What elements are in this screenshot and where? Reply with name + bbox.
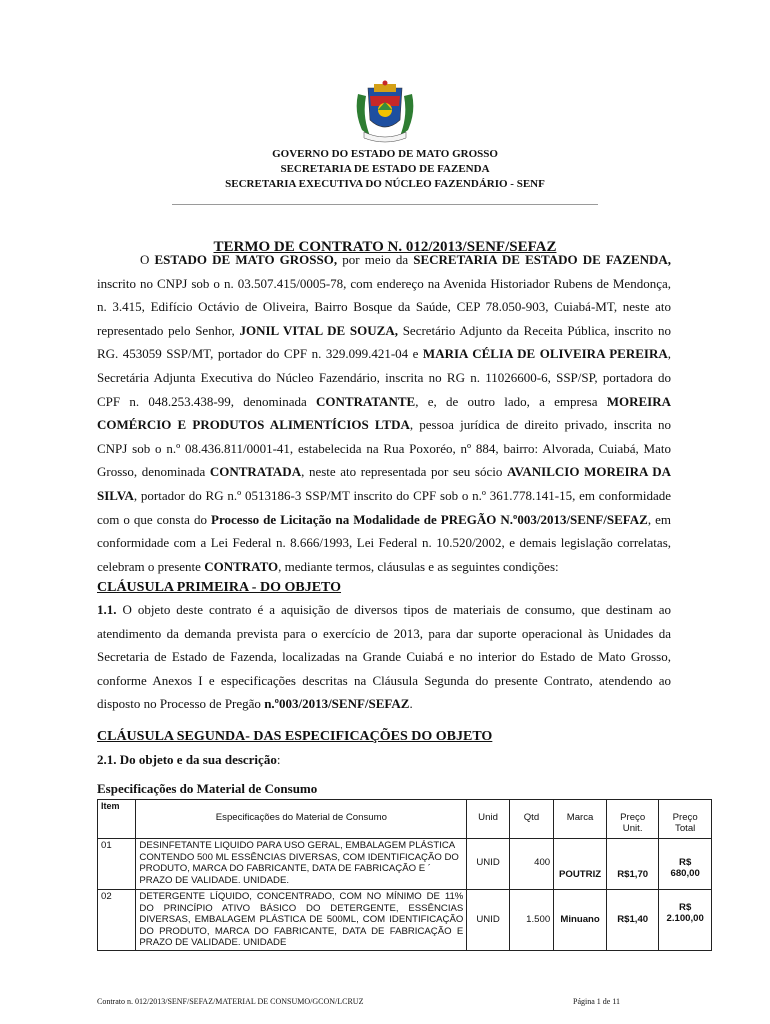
row-total-value: 680,00: [670, 868, 700, 879]
clause2-heading: CLÁUSULA SEGUNDA- DAS ESPECIFICAÇÕES DO OBJETO: [97, 729, 493, 744]
header-spec: Especificações do Material de Consumo: [136, 800, 467, 839]
header-executive-secretariat: SECRETARIA EXECUTIVA DO NÚCLEO FAZENDÁRIO - SENF: [225, 178, 545, 190]
table-header-row: [98, 800, 712, 839]
header-marca: Marca: [554, 800, 607, 839]
row-item: 01: [98, 839, 136, 890]
text-run: , em conformidade com a Lei Federal n. 8.666/1993, Lei Federal n. 10.520/2002, e demais legislação correlatas, celebram o presente: [97, 511, 672, 574]
header-unid: Unid: [467, 800, 509, 839]
bold-text-run: Processo de Licitação na Modalidade de PREGÃO N.º003/2013/SENF/SEFAZ: [211, 511, 648, 527]
footer-page-number: Página 1 de 11: [573, 997, 621, 1006]
header-divider: [172, 204, 598, 205]
header-preco-total-line2: Total: [675, 823, 696, 834]
bold-text-run: CONTRATANTE: [316, 393, 416, 409]
row-qtd: 1.500: [509, 890, 553, 951]
header-preco-unit-line1: Preço: [620, 812, 646, 823]
header-preco-total: [659, 800, 712, 839]
bold-text-run: n.º003/2013/SENF/SEFAZ: [264, 696, 410, 712]
text-run: , portador do RG n.º 0513186-3 SSP/MT inscrito do CPF sob o n.º 361.778.141-15, em conformidade com o que consta do: [97, 487, 671, 527]
text-run: , Secretária Adjunta Executiva do Núcleo Fazendário, inscrita no RG n. 11026600-6, SSP/SP, portadora do CPF n. 048.253.438-99, denominada: [97, 346, 671, 409]
text-run: O: [140, 252, 155, 267]
row-total-value: 2.100,00: [666, 913, 704, 924]
row-marca: POUTRIZ: [554, 839, 607, 890]
bold-text-run: 1.1.: [97, 602, 117, 617]
text-run: O objeto deste contrato é a aquisição de diversos tipos de materiais de consumo, que destinam ao atendimento da demanda prevista para o exercício de 2013, para dar suporte operacional às Unidades da Secretaria de Estado de Fazenda, localizadas na Grande Cuiabá e no interior do Estado de Mato Grosso, conforme Anexos I e especificações descritas na Cláusula Segunda do presente Contrato, atendendo ao disposto no Processo de Pregão: [97, 602, 671, 712]
text-run: , pessoa jurídica de direito privado, inscrita no CNPJ sob o n.º 08.436.811/0001-41, estabelecida na Rua Poxoréo, nº 884, bairro: Alvorada, Cuiabá, Mato Grosso, denominada: [97, 417, 671, 480]
text-run: , neste ato representada por seu sócio: [301, 464, 507, 480]
text-run: inscrito no CNPJ sob o n. 03.507.415/0005-78, com endereço na Avenida Historiador Rubens de Mendonça, n. 3.415, Edifício Octávio de Oliveira, Bairro Bosque da Saúde, CEP 78.050-903, Cuiabá-MT, neste ato representado pelo Senhor,: [97, 275, 671, 338]
row-total-currency: R$: [679, 857, 692, 868]
footer-document-ref: Contrato n. 012/2013/SENF/SEFAZ/MATERIAL DE CONSUMO/GCON/LCRUZ: [97, 997, 364, 1006]
intro-paragraph: [97, 248, 671, 578]
header-preco-unit: [606, 800, 658, 839]
header-government: GOVERNO DO ESTADO DE MATO GROSSO: [272, 148, 498, 160]
text-run: , e, de outro lado, a empresa: [415, 393, 607, 409]
row-unid: UNID: [467, 839, 509, 890]
row-total-price: [659, 839, 712, 890]
row-spec: DETERGENTE LÍQUIDO, CONCENTRADO, COM NO MÍNIMO DE 11% DO PRINCÍPIO ATIVO BÁSICO DO DETERGENTE, ESSÊNCIAS DIVERSAS, EMBALAGEM PLÁSTICA DE 500ML, COM IDENTIFICAÇÃO DO PRODUTO, MARCA DO FABRICANTE, DATA DE FABRICAÇÃO E PRAZO DE VALIDADE. UNIDADE: [136, 890, 467, 951]
row-item: 02: [98, 890, 136, 951]
clause2-subheading-label: 2.1. Do objeto e da sua descrição: [97, 752, 277, 767]
header-item: Item: [98, 800, 136, 839]
table-caption: Especificações do Material de Consumo: [97, 781, 318, 796]
bold-text-run: CONTRATADA: [209, 464, 302, 480]
text-run: , mediante termos, cláusulas e as seguintes condições:: [278, 558, 559, 574]
table-row: [98, 890, 712, 951]
text-run: por meio da: [337, 252, 414, 267]
header-secretariat: SECRETARIA DE ESTADO DE FAZENDA: [280, 163, 490, 175]
clause2-subheading: [97, 752, 280, 768]
bold-text-run: MOREIRA COMÉRCIO E PRODUTOS ALIMENTÍCIOS LTDA: [97, 393, 671, 433]
row-qtd: 400: [509, 839, 553, 890]
bold-text-run: CONTRATO: [204, 558, 279, 574]
row-spec: DESINFETANTE LIQUIDO PARA USO GERAL, EMBALAGEM PLÁSTICA CONTENDO 500 ML ESSÊNCIAS DIVERSAS, COM IDENTIFICAÇÃO DO PRODUTO, MARCA DO FABRICANTE, DATA DE FABRICAÇÃO E ´ PRAZO DE VALIDADE. UNIDADE.: [136, 839, 467, 890]
row-unit-price: R$1,40: [606, 890, 658, 951]
header-preco-total-line1: Preço: [672, 812, 698, 823]
header-qtd: Qtd: [509, 800, 553, 839]
row-marca: Minuano: [554, 890, 607, 951]
contract-title: TERMO DE CONTRATO N. 012/2013/SENF/SEFAZ: [213, 239, 557, 255]
bold-text-run: ESTADO DE MATO GROSSO,: [154, 252, 338, 267]
clause2-subheading-colon: :: [276, 752, 281, 767]
bold-text-run: AVANILCIO MOREIRA DA SILVA: [97, 464, 672, 503]
header-preco-unit-line2: Unit.: [622, 823, 643, 834]
text-run: Secretário Adjunto da Receita Pública, inscrito no RG. 453059 SSP/MT, portador do CPF n. 329.099.421-04 e: [97, 322, 671, 362]
row-total-currency: R$: [679, 902, 692, 913]
material-spec-table: [97, 799, 712, 951]
bold-text-run: SECRETARIA DE ESTADO DE FAZENDA,: [413, 252, 672, 267]
clause1-body: [97, 598, 671, 716]
row-unit-price: R$1,70: [606, 839, 658, 890]
row-unid: UNID: [467, 890, 509, 951]
bold-text-run: JONIL VITAL DE SOUZA,: [239, 322, 398, 338]
clause1-heading: CLÁUSULA PRIMEIRA - DO OBJETO: [97, 580, 342, 595]
bold-text-run: MARIA CÉLIA DE OLIVEIRA PEREIRA: [422, 346, 668, 362]
row-total-price: [659, 890, 712, 951]
text-run: .: [409, 696, 413, 712]
table-row: [98, 839, 712, 890]
coat-of-arms-emblem: [352, 80, 418, 144]
